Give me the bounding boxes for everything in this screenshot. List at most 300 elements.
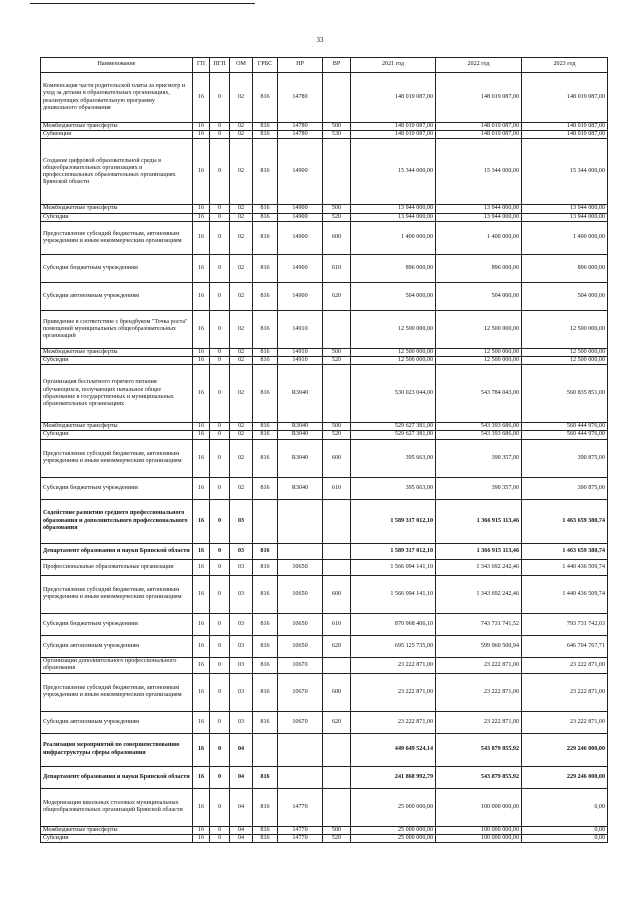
cell-nr: 14770 — [278, 834, 323, 842]
cell-grbs — [253, 499, 278, 543]
cell-om: 02 — [230, 477, 253, 499]
cell-gp: 16 — [193, 499, 210, 543]
cell-2021: 870 968 406,10 — [351, 613, 436, 635]
cell-nr: 10650 — [278, 559, 323, 575]
table-row — [41, 733, 608, 766]
cell-vr — [323, 657, 351, 673]
cell-2022: 23 222 871,00 — [436, 673, 522, 711]
cell-2021: 695 125 735,00 — [351, 635, 436, 657]
cell-vr — [323, 365, 351, 423]
cell-nr — [278, 543, 323, 559]
cell-gp: 16 — [193, 826, 210, 834]
cell-nr: 10650 — [278, 575, 323, 613]
cell-grbs: 816 — [253, 221, 278, 254]
cell-2022: 23 222 871,00 — [436, 711, 522, 733]
col-pgp: ПГП — [210, 58, 230, 73]
cell-grbs: 816 — [253, 673, 278, 711]
cell-pgp: 0 — [210, 543, 230, 559]
cell-pgp: 0 — [210, 613, 230, 635]
cell-grbs — [253, 733, 278, 766]
cell-2021: 395 663,00 — [351, 439, 436, 477]
cell-2023: 504 000,00 — [522, 282, 608, 310]
cell-2022: 12 500 000,00 — [436, 357, 522, 365]
table-row — [41, 357, 608, 365]
cell-pgp: 0 — [210, 733, 230, 766]
cell-pgp: 0 — [210, 348, 230, 356]
cell-gp: 16 — [193, 123, 210, 131]
cell-2023: 23 222 871,00 — [522, 673, 608, 711]
cell-gp: 16 — [193, 431, 210, 439]
cell-2021: 504 000,00 — [351, 282, 436, 310]
cell-grbs: 816 — [253, 73, 278, 123]
cell-om: 02 — [230, 205, 253, 213]
cell-2023: 1 440 436 509,74 — [522, 559, 608, 575]
cell-2023: 793 731 742,03 — [522, 613, 608, 635]
cell-nr: R3040 — [278, 477, 323, 499]
cell-om: 03 — [230, 673, 253, 711]
table-row — [41, 657, 608, 673]
cell-nr: 10670 — [278, 711, 323, 733]
cell-om: 02 — [230, 139, 253, 205]
cell-gp: 16 — [193, 477, 210, 499]
cell-2023: 229 246 000,00 — [522, 733, 608, 766]
cell-2022: 148 019 087,00 — [436, 123, 522, 131]
cell-2021: 529 627 381,00 — [351, 423, 436, 431]
col-2023: 2023 год — [522, 58, 608, 73]
cell-nr: R3040 — [278, 439, 323, 477]
cell-grbs: 816 — [253, 788, 278, 826]
cell-grbs: 816 — [253, 139, 278, 205]
cell-vr: 500 — [323, 348, 351, 356]
cell-om: 02 — [230, 213, 253, 221]
cell-nr: R3040 — [278, 423, 323, 431]
cell-2021: 12 500 000,00 — [351, 348, 436, 356]
cell-name: Организация бесплатного горячего питания обучающихся, получающих начальное общее образование в государственных и муниципальных образовательных организациях — [41, 365, 193, 423]
cell-grbs: 816 — [253, 635, 278, 657]
cell-gp: 16 — [193, 733, 210, 766]
cell-gp: 16 — [193, 575, 210, 613]
table-row — [41, 423, 608, 431]
cell-nr: 14900 — [278, 213, 323, 221]
cell-grbs: 816 — [253, 213, 278, 221]
cell-gp: 16 — [193, 543, 210, 559]
cell-name: Субсидии бюджетным учреждениям — [41, 254, 193, 282]
table-row — [41, 766, 608, 788]
cell-grbs: 816 — [253, 711, 278, 733]
cell-2023: 23 222 871,00 — [522, 711, 608, 733]
cell-pgp: 0 — [210, 826, 230, 834]
cell-nr: R3040 — [278, 365, 323, 423]
cell-vr: 520 — [323, 431, 351, 439]
cell-2021: 148 019 087,00 — [351, 123, 436, 131]
cell-pgp: 0 — [210, 282, 230, 310]
cell-nr: 10670 — [278, 657, 323, 673]
cell-2021: 395 663,00 — [351, 477, 436, 499]
table-row — [41, 477, 608, 499]
cell-pgp: 0 — [210, 439, 230, 477]
cell-2022: 599 960 500,94 — [436, 635, 522, 657]
cell-name: Приведение в соответствие с брендбуком "Точка роста" помещений муниципальных общеобразовательных организаций — [41, 310, 193, 348]
cell-grbs: 816 — [253, 559, 278, 575]
cell-gp: 16 — [193, 711, 210, 733]
cell-vr: 620 — [323, 282, 351, 310]
cell-nr: 10650 — [278, 613, 323, 635]
cell-vr — [323, 139, 351, 205]
cell-2021: 1 400 000,00 — [351, 221, 436, 254]
cell-2022: 504 000,00 — [436, 282, 522, 310]
cell-om: 04 — [230, 788, 253, 826]
cell-gp: 16 — [193, 439, 210, 477]
cell-2021: 1 566 094 141,10 — [351, 575, 436, 613]
cell-gp: 16 — [193, 73, 210, 123]
cell-om: 02 — [230, 439, 253, 477]
cell-pgp: 0 — [210, 499, 230, 543]
cell-pgp: 0 — [210, 423, 230, 431]
cell-2023: 148 019 087,00 — [522, 73, 608, 123]
cell-pgp: 0 — [210, 131, 230, 139]
table-row — [41, 543, 608, 559]
cell-pgp: 0 — [210, 221, 230, 254]
cell-2021: 12 500 000,00 — [351, 310, 436, 348]
cell-om: 02 — [230, 254, 253, 282]
cell-grbs: 816 — [253, 357, 278, 365]
cell-vr — [323, 788, 351, 826]
cell-2023: 12 500 000,00 — [522, 357, 608, 365]
cell-2023: 23 222 871,00 — [522, 657, 608, 673]
cell-grbs: 816 — [253, 423, 278, 431]
cell-gp: 16 — [193, 834, 210, 842]
cell-name: Департамент образования и науки Брянской области — [41, 766, 193, 788]
cell-2023: 390 875,00 — [522, 477, 608, 499]
table-row — [41, 834, 608, 842]
table-row — [41, 348, 608, 356]
table-row — [41, 131, 608, 139]
cell-vr: 600 — [323, 575, 351, 613]
cell-2021: 1 566 094 141,10 — [351, 559, 436, 575]
cell-om: 04 — [230, 826, 253, 834]
cell-pgp: 0 — [210, 711, 230, 733]
cell-vr: 520 — [323, 357, 351, 365]
cell-gp: 16 — [193, 254, 210, 282]
cell-nr — [278, 499, 323, 543]
cell-name: Субсидии бюджетным учреждениям — [41, 477, 193, 499]
cell-om: 02 — [230, 221, 253, 254]
cell-name: Субсидии бюджетным учреждениям — [41, 613, 193, 635]
cell-nr: 14770 — [278, 788, 323, 826]
cell-grbs: 816 — [253, 123, 278, 131]
cell-2021: 23 222 871,00 — [351, 657, 436, 673]
cell-nr: R3040 — [278, 431, 323, 439]
cell-om: 03 — [230, 543, 253, 559]
cell-2021: 25 000 000,00 — [351, 788, 436, 826]
cell-grbs: 816 — [253, 575, 278, 613]
cell-gp: 16 — [193, 613, 210, 635]
cell-om: 03 — [230, 613, 253, 635]
table-body — [41, 73, 608, 843]
cell-nr: 14900 — [278, 254, 323, 282]
cell-nr: 14900 — [278, 205, 323, 213]
cell-grbs: 816 — [253, 439, 278, 477]
cell-2023: 0,00 — [522, 788, 608, 826]
col-vr: ВР — [323, 58, 351, 73]
cell-grbs: 816 — [253, 254, 278, 282]
cell-2023: 1 440 436 509,74 — [522, 575, 608, 613]
cell-gp: 16 — [193, 559, 210, 575]
cell-2023: 0,00 — [522, 826, 608, 834]
cell-2022: 390 357,00 — [436, 477, 522, 499]
cell-grbs: 816 — [253, 657, 278, 673]
cell-2021: 25 000 000,00 — [351, 834, 436, 842]
cell-vr: 600 — [323, 221, 351, 254]
cell-nr: 14900 — [278, 282, 323, 310]
cell-2021: 15 344 000,00 — [351, 139, 436, 205]
cell-om: 03 — [230, 711, 253, 733]
cell-name: Реализация мероприятий по совершенствованию инфраструктуры сферы образования — [41, 733, 193, 766]
cell-name: Субсидии — [41, 213, 193, 221]
cell-nr: 14910 — [278, 357, 323, 365]
cell-2023: 1 400 000,00 — [522, 221, 608, 254]
cell-gp: 16 — [193, 348, 210, 356]
table-row — [41, 575, 608, 613]
table-row — [41, 499, 608, 543]
cell-pgp: 0 — [210, 559, 230, 575]
table-row — [41, 139, 608, 205]
page-number: 33 — [316, 36, 324, 44]
cell-2022: 23 222 871,00 — [436, 657, 522, 673]
cell-2023: 148 019 087,00 — [522, 131, 608, 139]
cell-vr: 520 — [323, 834, 351, 842]
cell-pgp: 0 — [210, 788, 230, 826]
cell-pgp: 0 — [210, 310, 230, 348]
cell-om: 02 — [230, 73, 253, 123]
cell-nr: 14780 — [278, 123, 323, 131]
cell-name: Межбюджетные трансферты — [41, 826, 193, 834]
cell-gp: 16 — [193, 213, 210, 221]
cell-om: 02 — [230, 123, 253, 131]
table-row — [41, 788, 608, 826]
cell-pgp: 0 — [210, 766, 230, 788]
cell-grbs: 816 — [253, 205, 278, 213]
cell-pgp: 0 — [210, 139, 230, 205]
cell-2022: 543 393 686,00 — [436, 431, 522, 439]
cell-grbs: 816 — [253, 766, 278, 788]
cell-om: 03 — [230, 657, 253, 673]
cell-name: Компенсация части родительской платы за присмотр и уход за детьми в образовательных организациях, реализующих образовательную программу дошкольного образования — [41, 73, 193, 123]
cell-2021: 23 222 871,00 — [351, 673, 436, 711]
cell-2023: 1 463 659 380,74 — [522, 543, 608, 559]
cell-vr: 500 — [323, 205, 351, 213]
table-row — [41, 73, 608, 123]
table-row — [41, 673, 608, 711]
cell-2021: 148 019 087,00 — [351, 131, 436, 139]
cell-2021: 12 500 000,00 — [351, 357, 436, 365]
cell-2022: 100 000 000,00 — [436, 788, 522, 826]
cell-2023: 1 463 659 380,74 — [522, 499, 608, 543]
cell-om: 02 — [230, 131, 253, 139]
cell-gp: 16 — [193, 657, 210, 673]
cell-vr: 600 — [323, 673, 351, 711]
cell-om: 02 — [230, 310, 253, 348]
cell-grbs: 816 — [253, 543, 278, 559]
table-row — [41, 221, 608, 254]
cell-nr: 14900 — [278, 139, 323, 205]
cell-pgp: 0 — [210, 73, 230, 123]
cell-vr — [323, 543, 351, 559]
cell-gp: 16 — [193, 310, 210, 348]
cell-pgp: 0 — [210, 834, 230, 842]
cell-om: 04 — [230, 834, 253, 842]
table-row — [41, 310, 608, 348]
table-row — [41, 282, 608, 310]
cell-pgp: 0 — [210, 365, 230, 423]
cell-pgp: 0 — [210, 477, 230, 499]
cell-name: Предоставление субсидий бюджетным, автономным учреждениям и иным некоммерческим организациям — [41, 439, 193, 477]
cell-vr: 500 — [323, 123, 351, 131]
cell-2021: 23 222 871,00 — [351, 711, 436, 733]
cell-2021: 241 868 992,79 — [351, 766, 436, 788]
cell-name: Субсидии — [41, 431, 193, 439]
cell-2022: 743 731 741,52 — [436, 613, 522, 635]
top-rule — [30, 3, 255, 4]
cell-grbs: 816 — [253, 477, 278, 499]
cell-vr: 600 — [323, 439, 351, 477]
table-row — [41, 559, 608, 575]
cell-2023: 0,00 — [522, 834, 608, 842]
budget-table — [40, 57, 608, 843]
table-row — [41, 826, 608, 834]
cell-vr — [323, 766, 351, 788]
cell-gp: 16 — [193, 357, 210, 365]
cell-gp: 16 — [193, 282, 210, 310]
cell-name: Модернизация школьных столовых муниципальных общеобразовательных организаций Брянской области — [41, 788, 193, 826]
table-row — [41, 213, 608, 221]
header-row — [41, 58, 608, 73]
cell-name: Субсидии — [41, 357, 193, 365]
cell-name: Профессиональные образовательные организации — [41, 559, 193, 575]
cell-grbs: 816 — [253, 348, 278, 356]
cell-2023: 12 500 000,00 — [522, 348, 608, 356]
table-row — [41, 431, 608, 439]
cell-vr: 500 — [323, 826, 351, 834]
cell-2023: 229 246 000,00 — [522, 766, 608, 788]
table-row — [41, 254, 608, 282]
col-gp: ГП — [193, 58, 210, 73]
cell-nr: 14780 — [278, 131, 323, 139]
cell-om: 03 — [230, 635, 253, 657]
col-2022: 2022 год — [436, 58, 522, 73]
cell-2023: 148 019 087,00 — [522, 123, 608, 131]
cell-2022: 13 944 000,00 — [436, 213, 522, 221]
cell-2022: 1 366 915 113,46 — [436, 499, 522, 543]
cell-2022: 1 343 692 242,46 — [436, 559, 522, 575]
cell-2022: 1 400 000,00 — [436, 221, 522, 254]
cell-name: Межбюджетные трансферты — [41, 423, 193, 431]
cell-pgp: 0 — [210, 205, 230, 213]
cell-name: Межбюджетные трансферты — [41, 123, 193, 131]
cell-name: Субсидии — [41, 834, 193, 842]
cell-name: Предоставление субсидий бюджетным, автономным учреждениям и иным некоммерческим организациям — [41, 221, 193, 254]
cell-nr: 14770 — [278, 826, 323, 834]
cell-pgp: 0 — [210, 431, 230, 439]
table-row — [41, 613, 608, 635]
cell-pgp: 0 — [210, 213, 230, 221]
cell-grbs: 816 — [253, 431, 278, 439]
cell-vr — [323, 499, 351, 543]
cell-gp: 16 — [193, 221, 210, 254]
cell-name: Организации дополнительного профессионального образования — [41, 657, 193, 673]
col-2021: 2021 год — [351, 58, 436, 73]
cell-nr — [278, 766, 323, 788]
cell-name: Субсидии автономным учреждениям — [41, 635, 193, 657]
cell-vr: 610 — [323, 254, 351, 282]
col-om: ОМ — [230, 58, 253, 73]
cell-gp: 16 — [193, 766, 210, 788]
cell-2022: 148 019 087,00 — [436, 73, 522, 123]
cell-vr: 620 — [323, 711, 351, 733]
cell-om: 02 — [230, 423, 253, 431]
cell-2021: 896 000,00 — [351, 254, 436, 282]
cell-2022: 896 000,00 — [436, 254, 522, 282]
cell-2023: 896 000,00 — [522, 254, 608, 282]
cell-vr: 530 — [323, 131, 351, 139]
cell-2023: 560 835 851,00 — [522, 365, 608, 423]
cell-2022: 543 879 855,92 — [436, 766, 522, 788]
table-row — [41, 635, 608, 657]
cell-name: Предоставление субсидий бюджетным, автономным учреждениям и иным некоммерческим организациям — [41, 575, 193, 613]
cell-gp: 16 — [193, 423, 210, 431]
cell-grbs: 816 — [253, 282, 278, 310]
cell-2022: 15 344 000,00 — [436, 139, 522, 205]
cell-nr — [278, 733, 323, 766]
cell-name: Субвенции — [41, 131, 193, 139]
table-row — [41, 123, 608, 131]
cell-pgp: 0 — [210, 635, 230, 657]
cell-2022: 13 944 000,00 — [436, 205, 522, 213]
cell-vr — [323, 310, 351, 348]
cell-2023: 13 944 000,00 — [522, 213, 608, 221]
cell-grbs: 816 — [253, 365, 278, 423]
cell-name: Субсидии автономным учреждениям — [41, 282, 193, 310]
cell-nr: 14900 — [278, 221, 323, 254]
cell-2022: 1 366 915 113,46 — [436, 543, 522, 559]
cell-name: Содействие развитию среднего профессионального образования и дополнительного профессионального образования — [41, 499, 193, 543]
cell-2023: 390 875,00 — [522, 439, 608, 477]
cell-2023: 560 444 976,00 — [522, 423, 608, 431]
cell-pgp: 0 — [210, 575, 230, 613]
cell-vr: 520 — [323, 213, 351, 221]
cell-grbs: 816 — [253, 826, 278, 834]
cell-name: Предоставление субсидий бюджетным, автономным учреждениям и иным некоммерческим организациям — [41, 673, 193, 711]
cell-grbs: 816 — [253, 310, 278, 348]
cell-vr: 500 — [323, 423, 351, 431]
cell-name: Департамент образования и науки Брянской области — [41, 543, 193, 559]
cell-vr: 610 — [323, 613, 351, 635]
cell-2021: 13 944 000,00 — [351, 205, 436, 213]
cell-nr: 14910 — [278, 348, 323, 356]
cell-om: 04 — [230, 766, 253, 788]
cell-vr — [323, 559, 351, 575]
cell-gp: 16 — [193, 139, 210, 205]
cell-2021: 530 023 044,00 — [351, 365, 436, 423]
cell-2021: 449 649 524,14 — [351, 733, 436, 766]
cell-2022: 543 393 686,00 — [436, 423, 522, 431]
cell-name: Межбюджетные трансферты — [41, 205, 193, 213]
cell-2021: 25 000 000,00 — [351, 826, 436, 834]
cell-name: Межбюджетные трансферты — [41, 348, 193, 356]
cell-2022: 12 500 000,00 — [436, 310, 522, 348]
cell-nr: 14780 — [278, 73, 323, 123]
cell-2022: 100 000 000,00 — [436, 826, 522, 834]
